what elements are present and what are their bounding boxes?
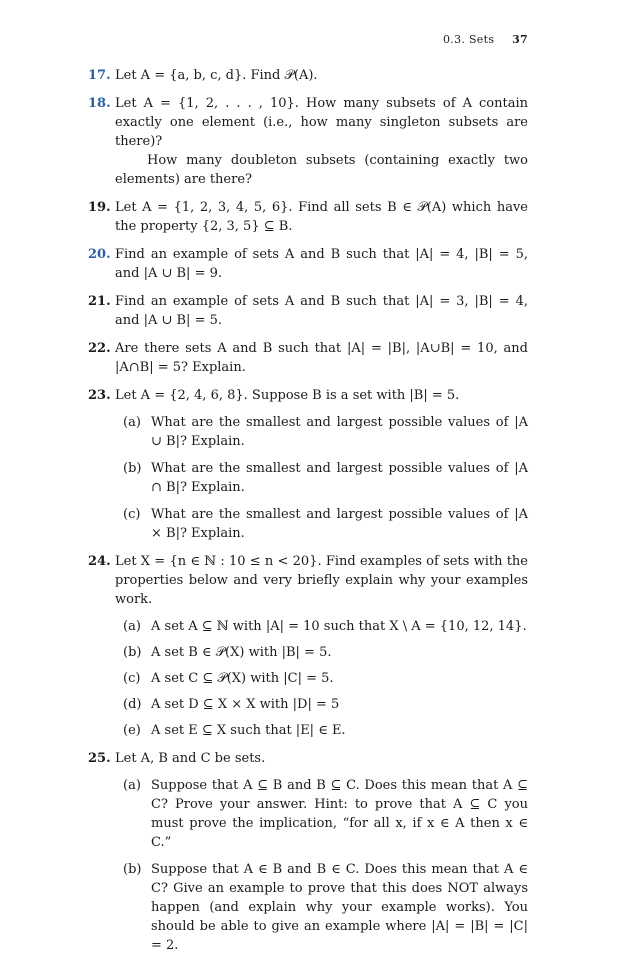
exercise-22 bbox=[88, 339, 528, 377]
page-number: 37 bbox=[512, 33, 528, 46]
exercise-number: 24. bbox=[88, 554, 111, 569]
exercise-18 bbox=[88, 94, 528, 189]
part-text: A set C ⊆ 𝒫(X) with |C| = 5. bbox=[151, 671, 334, 686]
exercise-23 bbox=[88, 386, 528, 543]
exercise-number: 25. bbox=[88, 751, 111, 766]
exercise-text: Let A = {1, 2, . . . , 10}. How many subsets of A contain exactly one element (i.e., how many singleton subsets are there)? bbox=[115, 96, 528, 149]
exercise-text: Let A = {1, 2, 3, 4, 5, 6}. Find all sets B ∈ 𝒫(A) which have the property {2, 3, 5} ⊆ B. bbox=[115, 200, 528, 234]
part-label: (b) bbox=[123, 645, 142, 660]
part-label: (b) bbox=[123, 862, 142, 877]
exercise-part bbox=[119, 776, 528, 852]
exercise-text: Let A = {a, b, c, d}. Find 𝒫(A). bbox=[115, 68, 318, 83]
exercise-part bbox=[119, 643, 528, 662]
part-text: Suppose that A ⊆ B and B ⊆ C. Does this mean that A ⊆ C? Prove your answer. Hint: to prove that A ⊆ C you must prove the implication, “for all x, if x ∈ A then x ∈ C.” bbox=[151, 778, 528, 850]
running-header bbox=[443, 33, 528, 46]
exercise-parts bbox=[115, 617, 528, 740]
exercise-text: Let A = {2, 4, 6, 8}. Suppose B is a set with |B| = 5. bbox=[115, 388, 460, 403]
exercise-21 bbox=[88, 292, 528, 330]
part-text: What are the smallest and largest possible values of |A × B|? Explain. bbox=[151, 507, 528, 541]
exercise-part bbox=[119, 617, 528, 636]
exercise-19 bbox=[88, 198, 528, 236]
exercise-text: Let X = {n ∈ ℕ : 10 ≤ n < 20}. Find examples of sets with the properties below and very briefly explain why your examples work. bbox=[115, 554, 528, 607]
part-text: A set E ⊆ X such that |E| ∈ E. bbox=[151, 723, 346, 738]
exercise-24 bbox=[88, 552, 528, 740]
exercise-text: Let A, B and C be sets. bbox=[115, 751, 266, 766]
part-label: (a) bbox=[123, 619, 141, 634]
part-text: What are the smallest and largest possible values of |A ∩ B|? Explain. bbox=[151, 461, 528, 495]
part-label: (c) bbox=[123, 671, 141, 686]
part-label: (a) bbox=[123, 415, 141, 430]
exercise-number: 20. bbox=[88, 247, 111, 262]
exercise-part bbox=[119, 860, 528, 955]
exercise-number: 21. bbox=[88, 294, 111, 309]
exercise-part bbox=[119, 695, 528, 714]
part-text: Suppose that A ∈ B and B ∈ C. Does this mean that A ∈ C? Give an example to prove that this does NOT always happen (and explain why your example works). You should be able to give an example where |A| = |B| = |C| = 2. bbox=[151, 862, 528, 953]
exercise-list bbox=[88, 66, 528, 964]
exercise-text: How many doubleton subsets (containing exactly two elements) are there? bbox=[115, 153, 528, 187]
exercise-text: Find an example of sets A and B such that |A| = 3, |B| = 4, and |A ∪ B| = 5. bbox=[115, 294, 528, 328]
exercise-text: Are there sets A and B such that |A| = |B|, |A∪B| = 10, and |A∩B| = 5? Explain. bbox=[115, 341, 528, 375]
exercise-number: 18. bbox=[88, 96, 111, 111]
part-text: A set B ∈ 𝒫(X) with |B| = 5. bbox=[151, 645, 332, 660]
part-label: (a) bbox=[123, 778, 141, 793]
exercise-part bbox=[119, 669, 528, 688]
exercise-number: 23. bbox=[88, 388, 111, 403]
exercise-number: 22. bbox=[88, 341, 111, 356]
part-label: (e) bbox=[123, 723, 141, 738]
exercise-part bbox=[119, 505, 528, 543]
exercise-part bbox=[119, 459, 528, 497]
exercise-number: 17. bbox=[88, 68, 111, 83]
exercise-part bbox=[119, 721, 528, 740]
part-text: A set D ⊆ X × X with |D| = 5 bbox=[151, 697, 340, 712]
part-text: What are the smallest and largest possible values of |A ∪ B|? Explain. bbox=[151, 415, 528, 449]
exercise-25 bbox=[88, 749, 528, 955]
exercise-number: 19. bbox=[88, 200, 111, 215]
part-label: (b) bbox=[123, 461, 142, 476]
exercise-text: Find an example of sets A and B such that |A| = 4, |B| = 5, and |A ∪ B| = 9. bbox=[115, 247, 528, 281]
part-label: (c) bbox=[123, 507, 141, 522]
part-text: A set A ⊆ ℕ with |A| = 10 such that X \ A = {10, 12, 14}. bbox=[151, 619, 527, 634]
exercise-17 bbox=[88, 66, 528, 85]
exercise-part bbox=[119, 413, 528, 451]
section-title: 0.3. Sets bbox=[442, 33, 495, 46]
exercise-20 bbox=[88, 245, 528, 283]
part-label: (d) bbox=[123, 697, 142, 712]
exercise-parts bbox=[115, 413, 528, 543]
exercise-parts bbox=[115, 776, 528, 955]
